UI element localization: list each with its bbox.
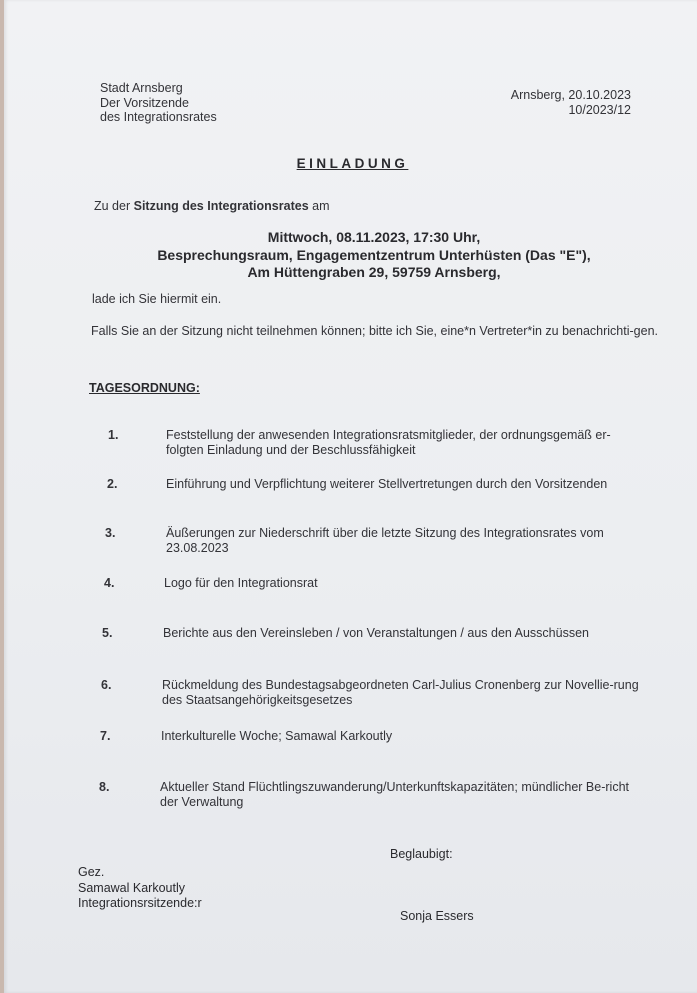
agenda-item-number: 6. [101, 678, 112, 692]
agenda-item-text: Rückmeldung des Bundestagsabgeordneten Carl-Julius Cronenberg zur Novellie-rung des Staatsangehörigkeitsgesetzes [162, 678, 639, 707]
intro-before: Zu der [94, 199, 134, 213]
intro-bold: Sitzung des Integrationsrates [133, 199, 309, 213]
date-block [511, 88, 631, 117]
intro-after: am [308, 199, 330, 213]
agenda-item-text: Feststellung der anwesenden Integrationsratsmitglieder, der ordnungsgemäß er-folgten Einladung und der Beschlussfähigkeit [166, 428, 611, 457]
agenda-item-number: 5. [102, 626, 113, 640]
signature-block [78, 865, 202, 912]
agenda-item-text: Interkulturelle Woche; Samawal Karkoutly [161, 729, 393, 743]
agenda-item-text: Äußerungen zur Niederschrift über die letzte Sitzung des Integrationsrates vom 23.08.2023 [166, 526, 604, 555]
agenda-item-text: Aktueller Stand Flüchtlingszuwanderung/Unterkunftskapazitäten; mündlicher Be-richt der Verwaltung [160, 780, 629, 809]
letter-page [4, 0, 697, 993]
letter-date: Arnsberg, 20.10.2023 [510, 88, 631, 102]
sender-city: Stadt Arnsberg [100, 81, 183, 95]
sender-council: des Integrationsrates [100, 110, 217, 124]
signer-role: Integrationsrsitzende:r [78, 896, 202, 910]
meeting-datetime: Mittwoch, 08.11.2023, 17:30 Uhr, [267, 229, 481, 245]
certified-label: Beglaubigt: [390, 847, 453, 861]
sender-chair: Der Vorsitzende [100, 95, 189, 110]
agenda-item-number: 2. [107, 477, 118, 491]
agenda-item-number: 1. [108, 428, 119, 442]
agenda-item-number: 4. [104, 576, 115, 590]
reference-number: 10/2023/12 [568, 102, 631, 117]
meeting-room: Besprechungsraum, Engagementzentrum Unterhüsten (Das "E"), [157, 246, 591, 263]
signer-name: Samawal Karkoutly [78, 880, 185, 895]
signed-abbrev: Gez. [78, 865, 105, 879]
agenda-item-text: Logo für den Integrationsrat [164, 576, 318, 590]
certifier-name: Sonja Essers [400, 909, 474, 923]
agenda-heading: TAGESORDNUNG: [89, 381, 200, 395]
invitation-closing: lade ich Sie hiermit ein. [92, 292, 222, 306]
meeting-details [124, 229, 624, 282]
intro-line [94, 199, 329, 213]
agenda-item-number: 7. [100, 729, 111, 743]
document-title: EINLADUNG [296, 156, 409, 171]
absence-note: Falls Sie an der Sitzung nicht teilnehmen können; bitte ich Sie, eine*n Vertreter*in zu benachrichti-gen. [91, 324, 658, 338]
agenda-item-text: Berichte aus den Vereinsleben / von Veranstaltungen / aus den Ausschüssen [163, 626, 589, 640]
agenda-item-text: Einführung und Verpflichtung weiterer Stellvertretungen durch den Vorsitzenden [166, 477, 608, 491]
agenda-item-number: 3. [105, 526, 116, 540]
agenda-item-number: 8. [99, 780, 110, 794]
sender-block [100, 81, 217, 125]
meeting-address: Am Hüttengraben 29, 59759 Arnsberg, [247, 264, 501, 280]
